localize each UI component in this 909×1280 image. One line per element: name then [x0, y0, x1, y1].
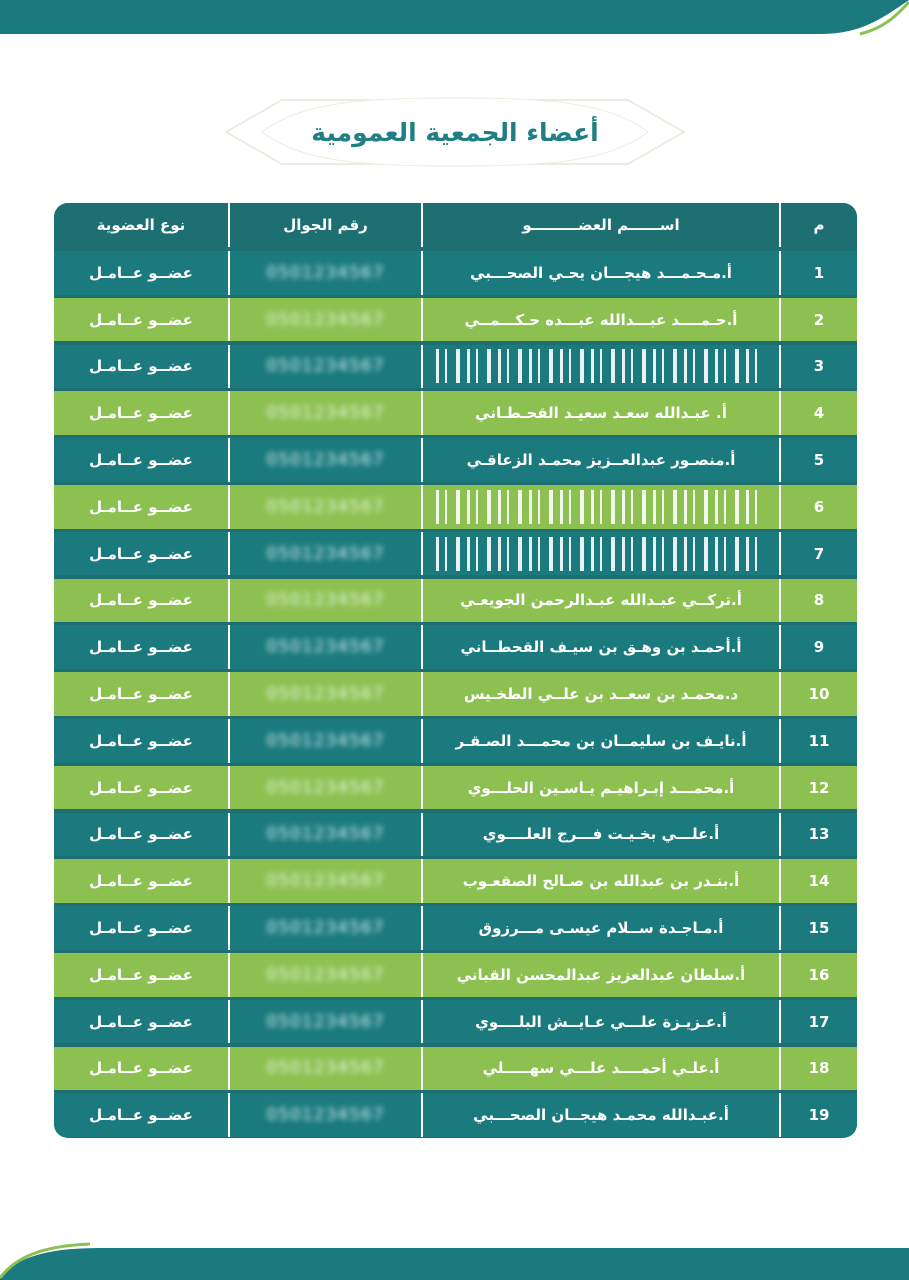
row-number-cell: 7: [813, 544, 825, 563]
member-name-cell: أ.علـي أحمــــد علـــي سهـــــلي: [482, 1059, 720, 1078]
membership-type-cell: عضــو عــامـل: [89, 450, 193, 469]
phone-value-blurred: 0501234567: [266, 637, 385, 658]
phone-cell: [230, 1047, 421, 1091]
phone-cell: [230, 345, 421, 389]
table-row: [54, 1000, 857, 1044]
row-number-cell: 11: [808, 731, 830, 750]
row-number-cell: 6: [813, 497, 825, 516]
phone-value-blurred: 0501234567: [266, 309, 385, 330]
row-number-cell: 5: [813, 450, 825, 469]
member-name-cell: [423, 532, 779, 576]
phone-cell: [230, 532, 421, 576]
phone-cell: [230, 625, 421, 669]
row-number-cell: 10: [808, 684, 830, 703]
members-table: [54, 203, 857, 1138]
phone-value-blurred: 0501234567: [266, 590, 385, 611]
phone-value-blurred: 0501234567: [266, 496, 385, 517]
phone-value-blurred: 0501234567: [266, 917, 385, 938]
table-row: [54, 532, 857, 576]
membership-type-cell: عضــو عــامـل: [89, 778, 193, 797]
phone-cell: [230, 766, 421, 810]
member-name-cell: د.محمـد بن سعــد بن علــي الطخـيس: [463, 684, 739, 703]
table-row: [54, 579, 857, 623]
membership-type-cell: عضــو عــامـل: [89, 404, 193, 423]
row-number-cell: 17: [808, 1012, 830, 1031]
membership-type-cell: عضــو عــامـل: [89, 825, 193, 844]
redacted-name-block: [436, 537, 766, 571]
member-name-cell: أ.عبـدالله محمـد هيجــان الصحـــبي: [473, 1106, 729, 1125]
table-row: [54, 438, 857, 482]
phone-cell: [230, 906, 421, 950]
member-name-cell: أ.منصـور عبدالعــزيز محمـد الزعاقـي: [466, 450, 736, 469]
row-number-cell: 4: [813, 404, 825, 423]
phone-value-blurred: 0501234567: [266, 1011, 385, 1032]
member-name-cell: أ.محمـــد إبـراهيـم يـاسـين الحلـــوي: [467, 778, 735, 797]
phone-cell: [230, 391, 421, 435]
header-membership-type: نوع العضوية: [96, 216, 186, 234]
phone-cell: [230, 251, 421, 295]
table-row: [54, 859, 857, 903]
header-number: م: [813, 216, 825, 234]
membership-type-cell: عضــو عــامـل: [89, 544, 193, 563]
member-name-cell: أ.مـحـمـــد هيجـــان يحـي الصحـــبي: [470, 263, 732, 282]
phone-value-blurred: 0501234567: [266, 403, 385, 424]
row-number-cell: 15: [808, 918, 830, 937]
phone-value-blurred: 0501234567: [266, 683, 385, 704]
membership-type-cell: عضــو عــامـل: [89, 638, 193, 657]
member-name-cell: أ.مـاجـدة ســلام عيسـى مـــرزوق: [478, 918, 724, 937]
row-number-cell: 18: [808, 1059, 830, 1078]
phone-cell: [230, 579, 421, 623]
phone-cell: [230, 813, 421, 857]
phone-value-blurred: 0501234567: [266, 730, 385, 751]
table-row: [54, 298, 857, 342]
table-header: [54, 203, 857, 247]
member-name-cell: أ.عـزيـزة علـــي عـايــش البلــــوي: [475, 1012, 727, 1031]
row-number-cell: 2: [813, 310, 825, 329]
row-number-cell: 14: [808, 872, 830, 891]
table-row: [54, 953, 857, 997]
phone-value-blurred: 0501234567: [266, 543, 385, 564]
phone-cell: [230, 719, 421, 763]
phone-value-blurred: 0501234567: [266, 449, 385, 470]
membership-type-cell: عضــو عــامـل: [89, 1012, 193, 1031]
table-row: [54, 251, 857, 295]
row-number-cell: 16: [808, 965, 830, 984]
table-row: [54, 1047, 857, 1091]
table-row: [54, 485, 857, 529]
member-name-cell: [423, 345, 779, 389]
membership-type-cell: عضــو عــامـل: [89, 684, 193, 703]
row-number-cell: 19: [808, 1106, 830, 1125]
redacted-name-block: [436, 490, 766, 524]
membership-type-cell: عضــو عــامـل: [89, 1059, 193, 1078]
page-title: أعضاء الجمعية العمومية: [311, 117, 599, 147]
phone-cell: [230, 1093, 421, 1137]
phone-value-blurred: 0501234567: [266, 964, 385, 985]
phone-cell: [230, 298, 421, 342]
table-row: [54, 672, 857, 716]
header-member-name: اســــــم العضـــــــــو: [522, 216, 680, 234]
row-number-cell: 9: [813, 638, 825, 657]
membership-type-cell: عضــو عــامـل: [89, 357, 193, 376]
membership-type-cell: عضــو عــامـل: [89, 872, 193, 891]
table-row: [54, 1093, 857, 1137]
row-number-cell: 13: [808, 825, 830, 844]
redacted-name-block: [436, 349, 766, 383]
table-row: [54, 391, 857, 435]
membership-type-cell: عضــو عــامـل: [89, 918, 193, 937]
top-wave-decoration: [0, 0, 909, 40]
member-name-cell: أ.بنـدر بن عبدالله بن صـالح الصقعـوب: [462, 872, 740, 891]
member-name-cell: أ.نايـف بن سليمــان بن محمـــد الصـقـر: [455, 731, 747, 750]
member-name-cell: أ.تركــي عبـدالله عبـدالرحمن الجويعـي: [460, 591, 742, 610]
table-row: [54, 625, 857, 669]
phone-cell: [230, 953, 421, 997]
membership-type-cell: عضــو عــامـل: [89, 263, 193, 282]
membership-type-cell: عضــو عــامـل: [89, 310, 193, 329]
table-row: [54, 719, 857, 763]
phone-cell: [230, 859, 421, 903]
member-name-cell: أ.حـمــــد عبـــدالله عبـــده حـكـــمــي: [464, 310, 738, 329]
bottom-wave-decoration: [0, 1236, 909, 1280]
table-row: [54, 813, 857, 857]
phone-value-blurred: 0501234567: [266, 1105, 385, 1126]
phone-cell: [230, 438, 421, 482]
phone-cell: [230, 485, 421, 529]
row-number-cell: 3: [813, 357, 825, 376]
row-number-cell: 1: [813, 263, 825, 282]
phone-cell: [230, 672, 421, 716]
phone-value-blurred: 0501234567: [266, 777, 385, 798]
phone-value-blurred: 0501234567: [266, 1058, 385, 1079]
member-name-cell: أ.أحمـد بن وهـق بن سيـف القحطــاني: [460, 638, 742, 657]
membership-type-cell: عضــو عــامـل: [89, 497, 193, 516]
membership-type-cell: عضــو عــامـل: [89, 731, 193, 750]
phone-value-blurred: 0501234567: [266, 262, 385, 283]
row-number-cell: 8: [813, 591, 825, 610]
membership-type-cell: عضــو عــامـل: [89, 1106, 193, 1125]
phone-value-blurred: 0501234567: [266, 824, 385, 845]
member-name-cell: أ. عبـدالله سعـد سعيـد القحـطـاني: [475, 404, 727, 423]
phone-value-blurred: 0501234567: [266, 871, 385, 892]
table-row: [54, 766, 857, 810]
table-row: [54, 345, 857, 389]
table-row: [54, 906, 857, 950]
phone-value-blurred: 0501234567: [266, 356, 385, 377]
member-name-cell: أ.سلطان عبدالعزيز عبدالمحسن القباني: [456, 965, 746, 984]
header-phone: رقم الجوال: [283, 216, 368, 234]
member-name-cell: [423, 485, 779, 529]
title-banner: [222, 92, 688, 172]
membership-type-cell: عضــو عــامـل: [89, 591, 193, 610]
phone-cell: [230, 1000, 421, 1044]
row-number-cell: 12: [808, 778, 830, 797]
member-name-cell: أ.علـــي بخـيـت فـــرج العلــــوي: [482, 825, 720, 844]
membership-type-cell: عضــو عــامـل: [89, 965, 193, 984]
